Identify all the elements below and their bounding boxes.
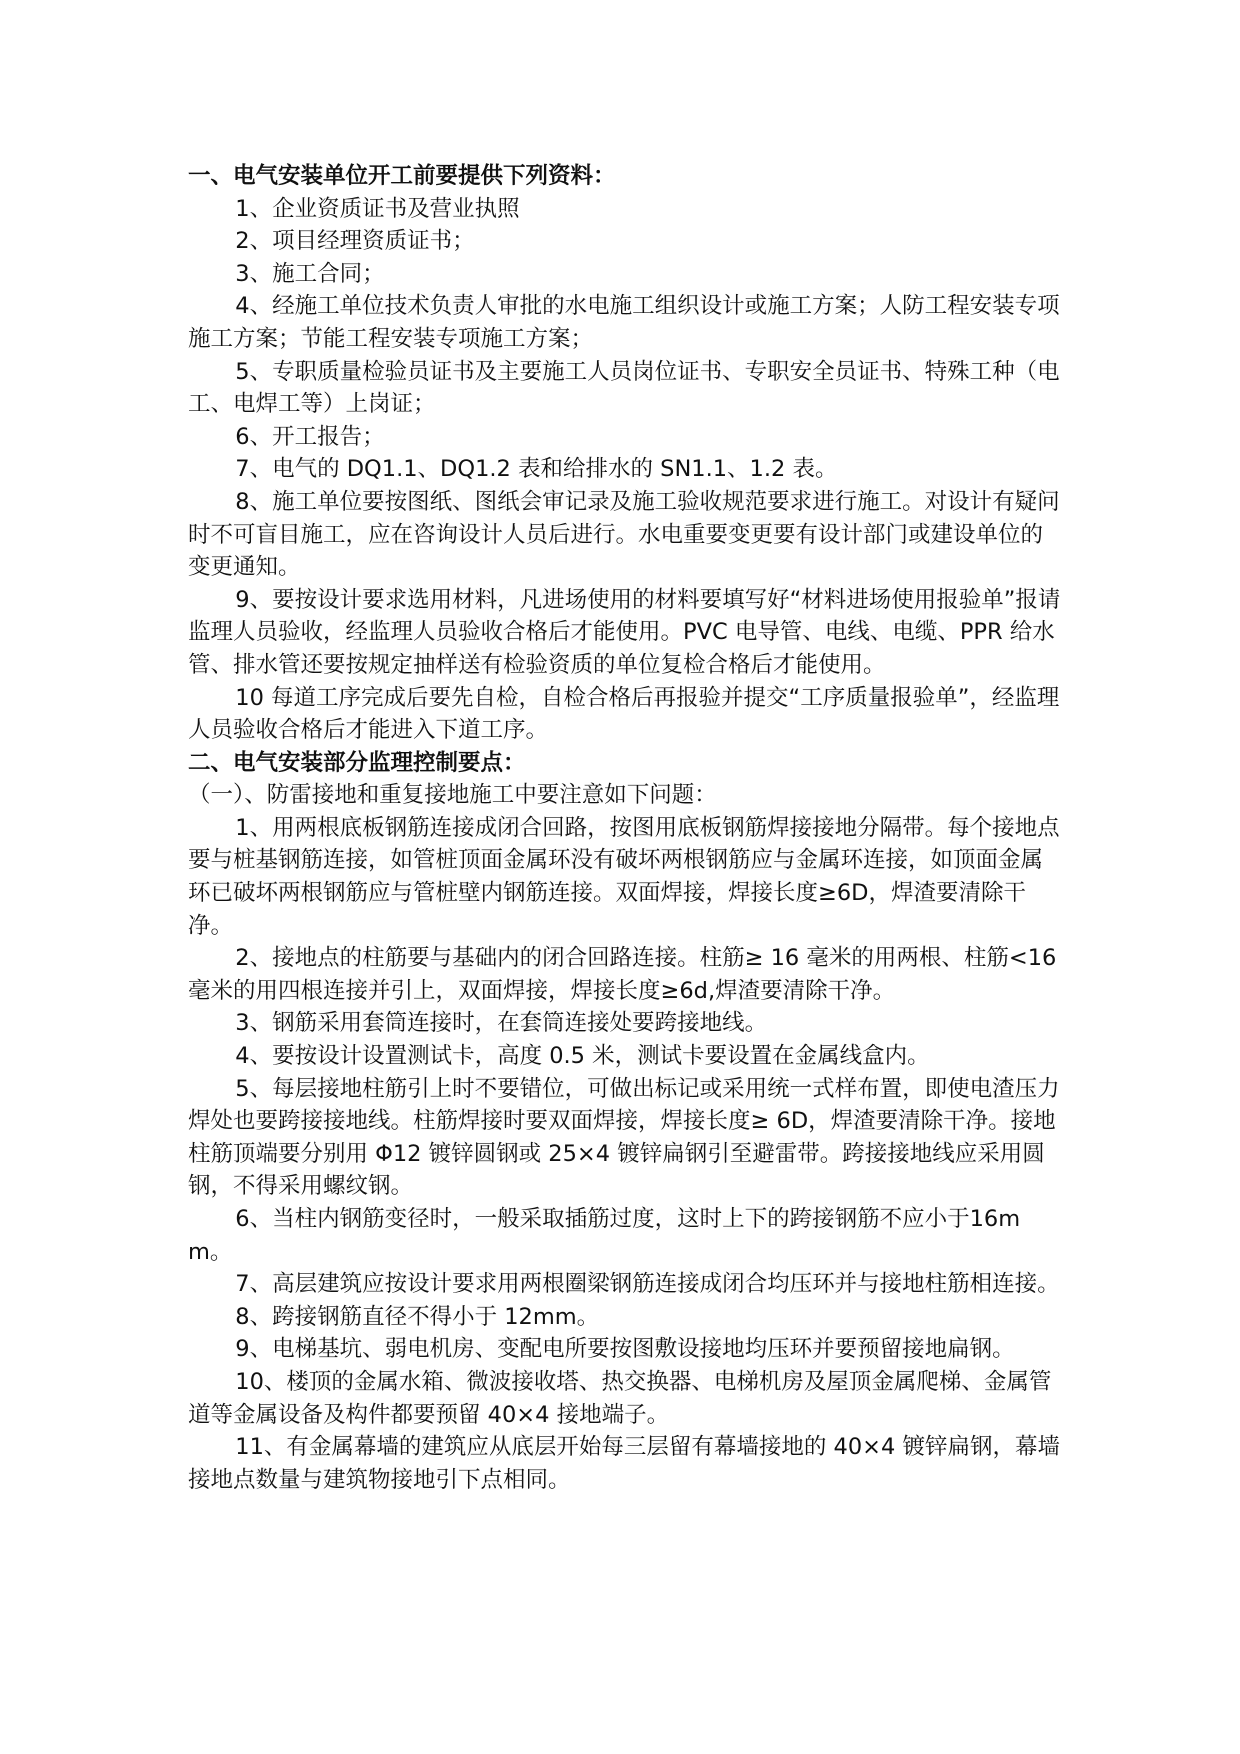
section-2-subheading: （一）、防雷接地和重复接地施工中要注意如下问题： <box>188 782 717 809</box>
section-2-item-9: 9、电梯基坑、弱电机房、变配电所要按图敷设接地均压环并要预留接地扁钢。 <box>235 1336 1015 1363</box>
section-2-item-7: 7、高层建筑应按设计要求用两根圈梁钢筋连接成闭合均压环并与接地柱筋相连接。 <box>235 1271 1060 1298</box>
section-1-item-8: 8、施工单位要按图纸、图纸会审记录及施工验收规范要求进行施工。对设计有疑问时不可盲目施工，应在咨询设计人员后进行。水电重要变更要有设计部门或建设单位的变更通知。 <box>188 488 1060 581</box>
section-1-heading: 一、电气安装单位开工前要提供下列资料： <box>188 163 616 189</box>
section-2-item-8: 8、跨接钢筋直径不得小于 12mm。 <box>235 1303 600 1330</box>
section-1-item-7: 7、电气的 DQ1.1、DQ1.2 表和给排水的 SN1.1、1.2 表。 <box>235 456 838 483</box>
section-2-item-11: 11、有金属幕墙的建筑应从底层开始每三层留有幕墙接地的 40×4 镀锌扁钢，幕墙接地点数量与建筑物接地引下点相同。 <box>188 1434 1060 1493</box>
section-2-item-10: 10、楼顶的金属水箱、微波接收塔、热交换器、电梯机房及屋顶金属爬梯、金属管道等金属设备及构件都要预留 40×4 接地端子。 <box>188 1368 1052 1428</box>
section-2-item-1: 1、用两根底板钢筋连接成闭合回路，按图用底板钢筋焊接接地分隔带。每个接地点要与桩基钢筋连接，如管桩顶面金属环没有破坏两根钢筋应与金属环连接，如顶面金属环已破坏两根钢筋应与管桩壁内钢筋连接。双面焊接，焊接长度≥6D，焊渣要清除干净。 <box>188 814 1060 939</box>
section-1-item-2: 2、项目经理资质证书； <box>235 228 475 255</box>
section-1-item-5: 5、专职质量检验员证书及主要施工人员岗位证书、专职安全员证书、特殊工种（电工、电焊工等）上岗证； <box>188 358 1060 418</box>
document-page <box>188 160 1064 1496</box>
section-2-item-6: 6、当柱内钢筋变径时，一般采取插筋过度，这时上下的跨接钢筋不应小于16mm。 <box>188 1206 1021 1265</box>
section-1-item-4: 4、经施工单位技术负责人审批的水电施工组织设计或施工方案；人防工程安装专项施工方案；节能工程安装专项施工方案； <box>188 293 1060 352</box>
section-1-item-1: 1、企业资质证书及营业执照 <box>235 195 520 222</box>
section-1-item-3: 3、施工合同； <box>235 260 385 287</box>
section-2-item-3: 3、钢筋采用套筒连接时，在套筒连接处要跨接地线。 <box>235 1010 768 1037</box>
section-2-item-5: 5、每层接地柱筋引上时不要错位，可做出标记或采用统一式样布置，即使电渣压力焊处也要跨接接地线。柱筋焊接时要双面焊接，焊接长度≥ 6D，焊渣要清除干净。接地柱筋顶端要分别用 Φ12 镀锌圆钢或 25×4 镀锌扁钢引至避雷带。跨接接地线应采用圆钢，不得采用螺纹钢。 <box>188 1075 1060 1200</box>
section-2-heading: 二、电气安装部分监理控制要点： <box>188 749 526 776</box>
section-1-item-6: 6、开工报告； <box>235 423 385 450</box>
section-1-item-9: 9、要按设计要求选用材料，凡进场使用的材料要填写好“材料进场使用报验单”报请监理人员验收，经监理人员验收合格后才能使用。PVC 电导管、电线、电缆、PPR 给水管、排水管还要按规定抽样送有检验资质的单位复检合格后才能使用。 <box>188 586 1061 678</box>
section-2-item-2: 2、接地点的柱筋要与基础内的闭合回路连接。柱筋≥ 16 毫米的用两根、柱筋<16 毫米的用四根连接并引上，双面焊接，焊接长度≥6d,焊渣要清除干净。 <box>188 945 1064 1004</box>
section-2-item-4: 4、要按设计设置测试卡，高度 0.5 米，测试卡要设置在金属线盒内。 <box>235 1043 930 1070</box>
section-1-item-10: 10 每道工序完成后要先自检，自检合格后再报验并提交“工序质量报验单”，经监理人员验收合格后才能进入下道工序。 <box>188 684 1060 744</box>
